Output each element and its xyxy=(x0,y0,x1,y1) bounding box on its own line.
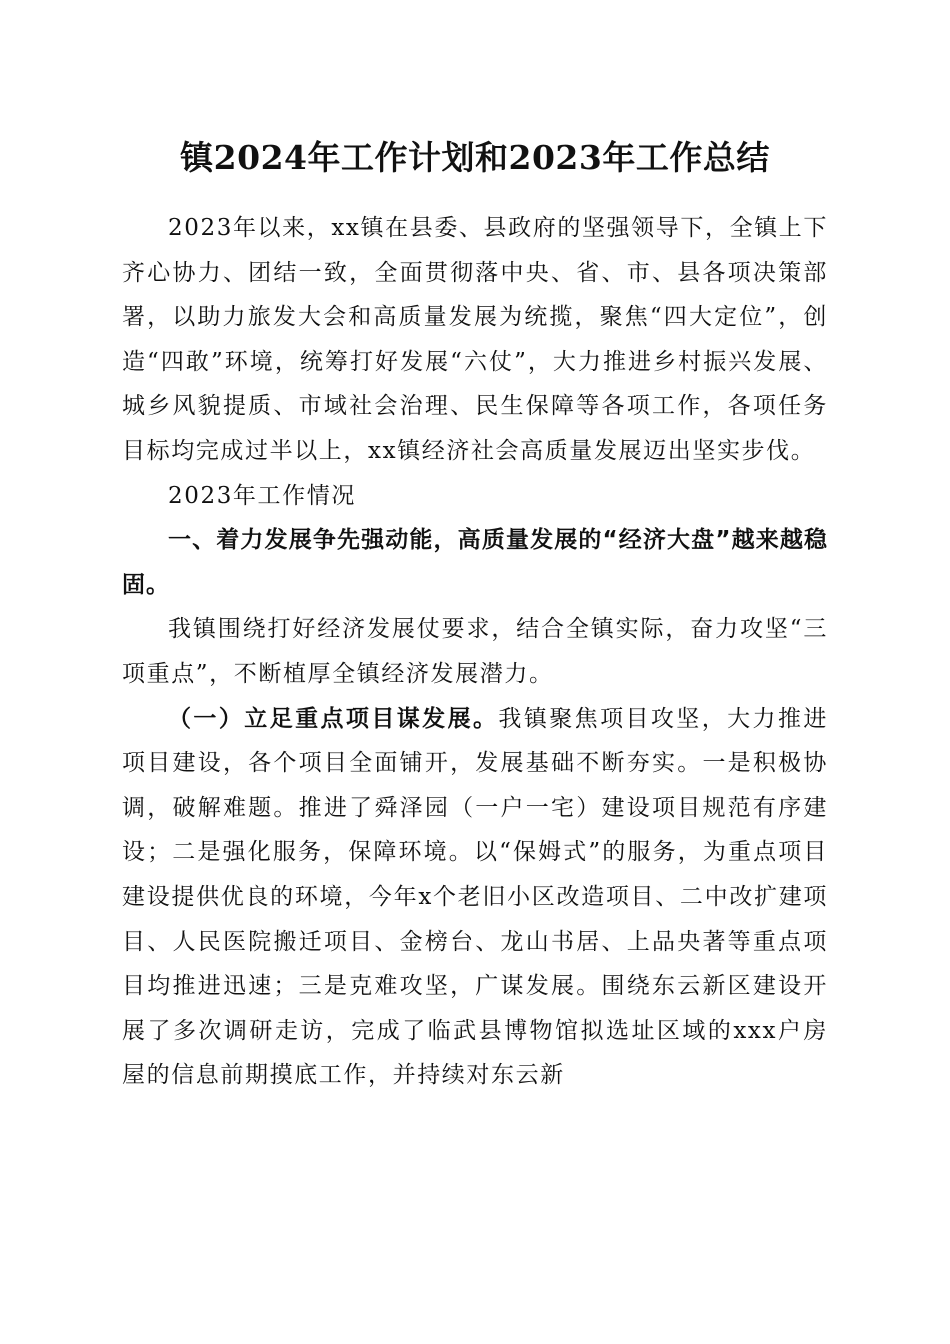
section-heading-1: 一、着力发展争先强动能，高质量发展的“经济大盘”越来越稳固。 xyxy=(122,527,828,598)
document-title: 镇2024年工作计划和2023年工作总结 xyxy=(180,138,770,177)
subsection-paragraph-1 xyxy=(122,697,828,1098)
section-label: 2023年工作情况 xyxy=(168,482,356,509)
subsection-text: 我镇聚焦项目攻坚，大力推进项目建设，各个项目全面铺开，发展基础不断夯实。一是积极协调，破解难题。推进了舜泽园（一户一宅）建设项目规范有序建设；二是强化服务，保障环境。以“保姆式”的服务，为重点项目建设提供优良的环境，今年x个老旧小区改造项目、二中改扩建项目、人民医院搬迁项目、金榜台、龙山书居、上品央著等重点项目均推进迅速；三是克难攻坚，广谋发展。围绕东云新区建设开展了多次调研走访，完成了临武县博物馆拟选址区域的xxx户房屋的信息前期摸底工作，并持续对东云新 xyxy=(122,705,828,1089)
section-paragraph-1: 我镇围绕打好经济发展仗要求，结合全镇实际，奋力攻坚“三项重点”，不断植厚全镇经济发展潜力。 xyxy=(122,616,828,687)
intro-paragraph: 2023年以来，xx镇在县委、县政府的坚强领导下，全镇上下齐心协力、团结一致，全面贯彻落中央、省、市、县各项决策部署，以助力旅发大会和高质量发展为统揽，聚焦“四大定位”，创造“四敢”环境，统筹打好发展“六仗”，大力推进乡村振兴发展、城乡风貌提质、市域社会治理、民生保障等各项工作，各项任务目标均完成过半以上，xx镇经济社会高质量发展迈出坚实步伐。 xyxy=(122,215,828,464)
document-body xyxy=(122,206,828,1098)
subsection-lead: （一）立足重点项目谋发展。 xyxy=(168,704,499,732)
